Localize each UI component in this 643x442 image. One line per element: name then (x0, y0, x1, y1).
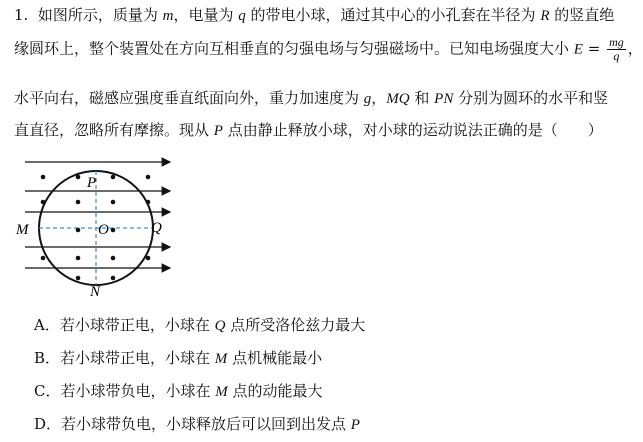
symbol-q: q (238, 8, 246, 24)
label-M: M (16, 222, 29, 238)
text: 直直径，忽略所有摩擦。现从 (14, 121, 214, 139)
text: 的竖直绝 (549, 6, 615, 24)
text: 点由静止释放小球，对小球的运动说法正确的是（ ） (222, 121, 603, 139)
label-N: N (90, 284, 101, 300)
text: 缘圆环上，整个装置处在方向互相垂直的匀强电场与匀强磁场中。已知电场强度大小 (14, 39, 574, 58)
label-Q: Q (151, 220, 162, 236)
symbol-E: E (573, 41, 583, 58)
symbol-P: P (213, 123, 223, 139)
symbol-M: M (214, 351, 228, 367)
symbol-g: g (363, 91, 372, 107)
option-text: B．若小球带正电，小球在 (34, 349, 215, 367)
symbol-Q: Q (214, 318, 226, 334)
symbol-P: P (350, 417, 360, 433)
label-P: P (87, 175, 97, 191)
symbol-m: m (162, 8, 174, 24)
question-number: 1. (14, 6, 29, 24)
symbol-PN: PN (434, 91, 454, 107)
text: 如图所示，质量为 (37, 6, 163, 24)
option-text: D．若小球带负电，小球释放后可以回到出发点 (34, 415, 351, 433)
text: 水平向右，磁感应强度垂直纸面向外，重力加速度为 (14, 89, 364, 107)
text: 的带电小球，通过其中心的小孔套在半径为 (245, 6, 541, 24)
question-line-3 (14, 88, 608, 109)
text: ，电量为 (173, 6, 239, 24)
text: ， (627, 39, 643, 58)
question-line-4 (14, 120, 603, 141)
symbol-M: M (215, 384, 228, 400)
physics-figure (10, 150, 200, 300)
option-text: A．若小球带正电，小球在 (34, 316, 215, 334)
symbol-MQ: MQ (386, 91, 410, 107)
option-B[interactable] (34, 347, 322, 368)
text: = (582, 39, 606, 58)
question-line-2 (14, 36, 643, 63)
label-O: O (98, 222, 109, 238)
option-text: 点机械能最小 (227, 349, 323, 367)
question-line-1 (14, 5, 614, 26)
option-D[interactable] (34, 413, 360, 434)
option-A[interactable] (34, 314, 365, 335)
text: ， (371, 89, 387, 107)
option-text: C．若小球带负电，小球在 (34, 382, 216, 400)
option-text: 点所受洛伦兹力最大 (225, 316, 366, 334)
text: 和 (409, 89, 435, 107)
fraction-numerator: mg (609, 35, 624, 49)
fraction-denominator: q (613, 49, 620, 63)
option-text: 点的动能最大 (227, 382, 323, 400)
text: 分别为圆环的水平和竖 (453, 89, 609, 107)
option-C[interactable] (34, 380, 323, 401)
fraction-mg-over-q (607, 36, 626, 63)
symbol-R: R (540, 8, 550, 24)
